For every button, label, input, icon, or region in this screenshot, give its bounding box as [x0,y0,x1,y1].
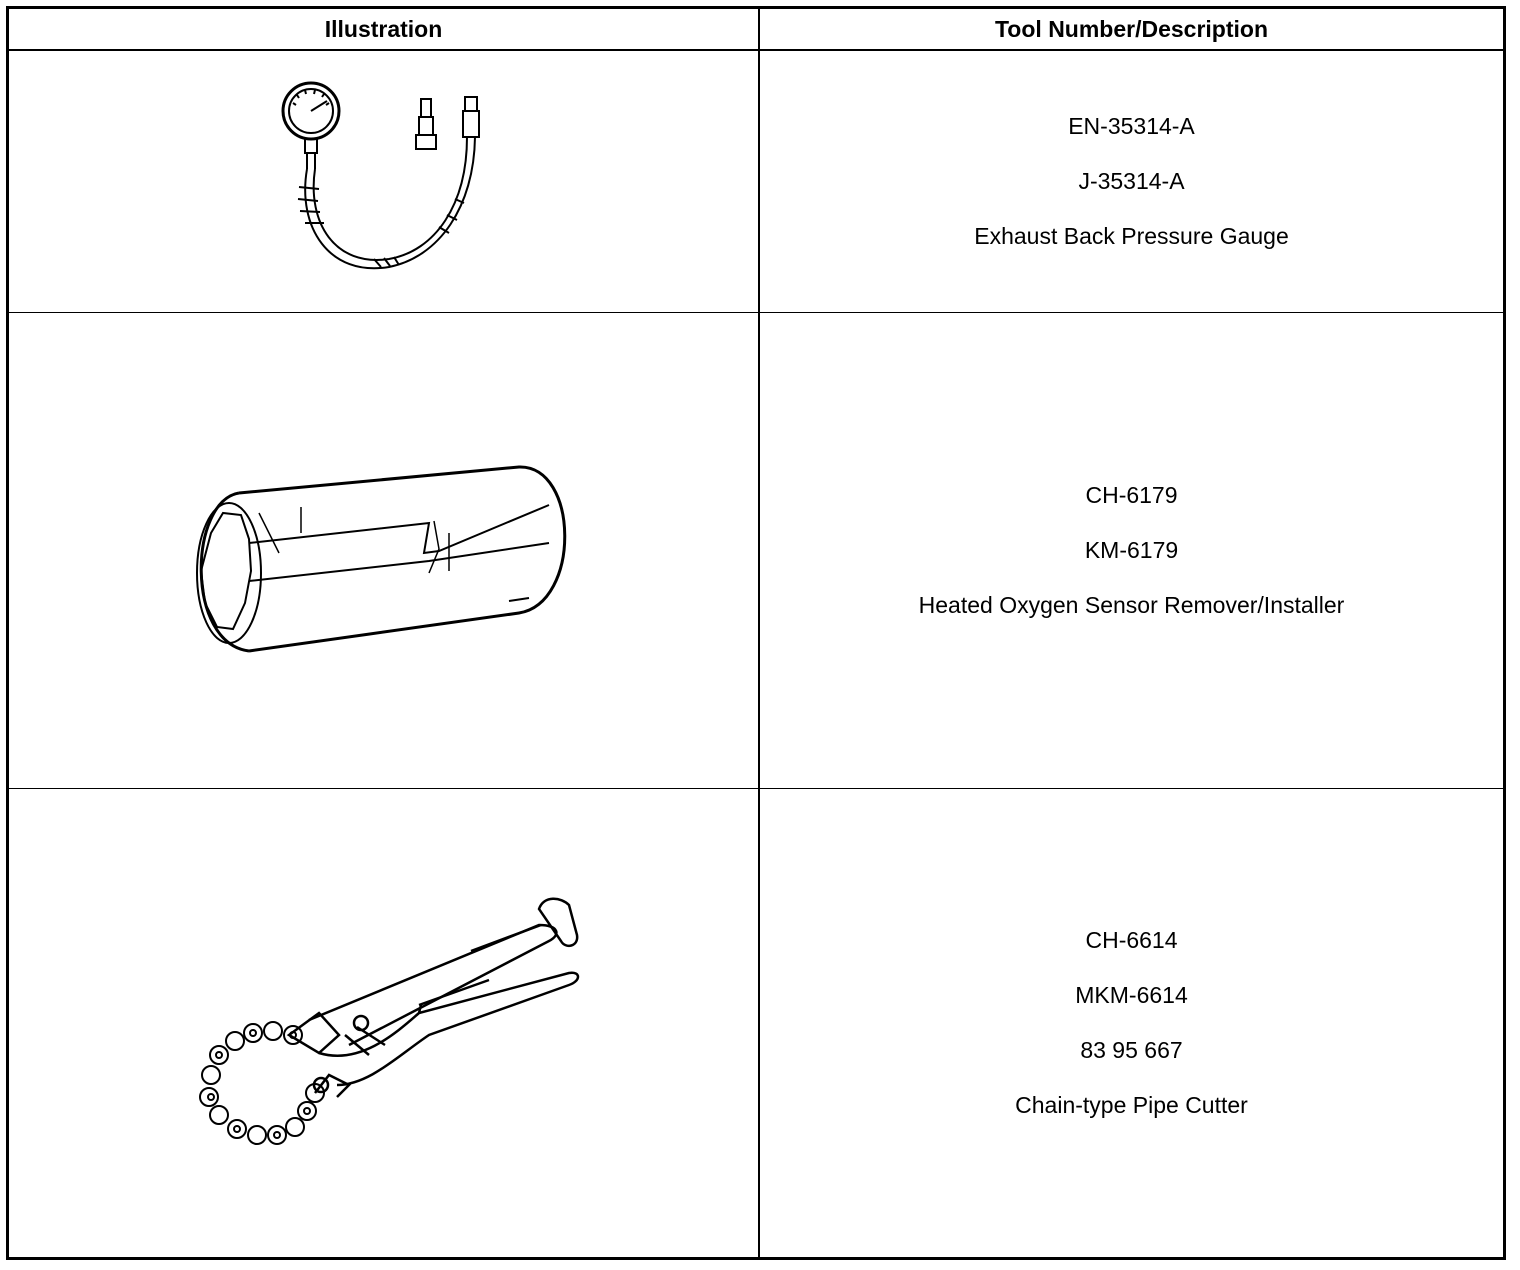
header-tool-description: Tool Number/Description [994,16,1269,42]
tool-number: J-35314-A [1078,168,1185,194]
header-illustration: Illustration [324,16,443,42]
tool-number: EN-35314-A [1068,113,1195,139]
tool-description: Heated Oxygen Sensor Remover/Installer [918,592,1345,618]
table-row [9,789,1503,1257]
tool-description: Chain-type Pipe Cutter [1015,1092,1248,1118]
illustration-cell [9,789,758,1257]
tool-number: CH-6179 [1085,482,1178,508]
illustration-cell [9,313,758,788]
tool-table [6,6,1506,1260]
oxygen-sensor-socket-icon [189,453,589,653]
tool-number: MKM-6614 [1075,982,1188,1008]
description-cell [760,313,1503,788]
table-header-row [9,9,1503,51]
illustration-cell [9,51,758,312]
table-row [9,313,1503,789]
tool-description: Exhaust Back Pressure Gauge [974,223,1289,249]
chain-pipe-cutter-icon [189,885,589,1155]
tool-number: KM-6179 [1084,537,1179,563]
tool-number: CH-6614 [1085,927,1178,953]
description-cell [760,789,1503,1257]
table-row [9,51,1503,313]
exhaust-back-pressure-gauge-icon [269,77,509,287]
description-cell [760,51,1503,312]
tool-number: 83 95 667 [1080,1037,1183,1063]
